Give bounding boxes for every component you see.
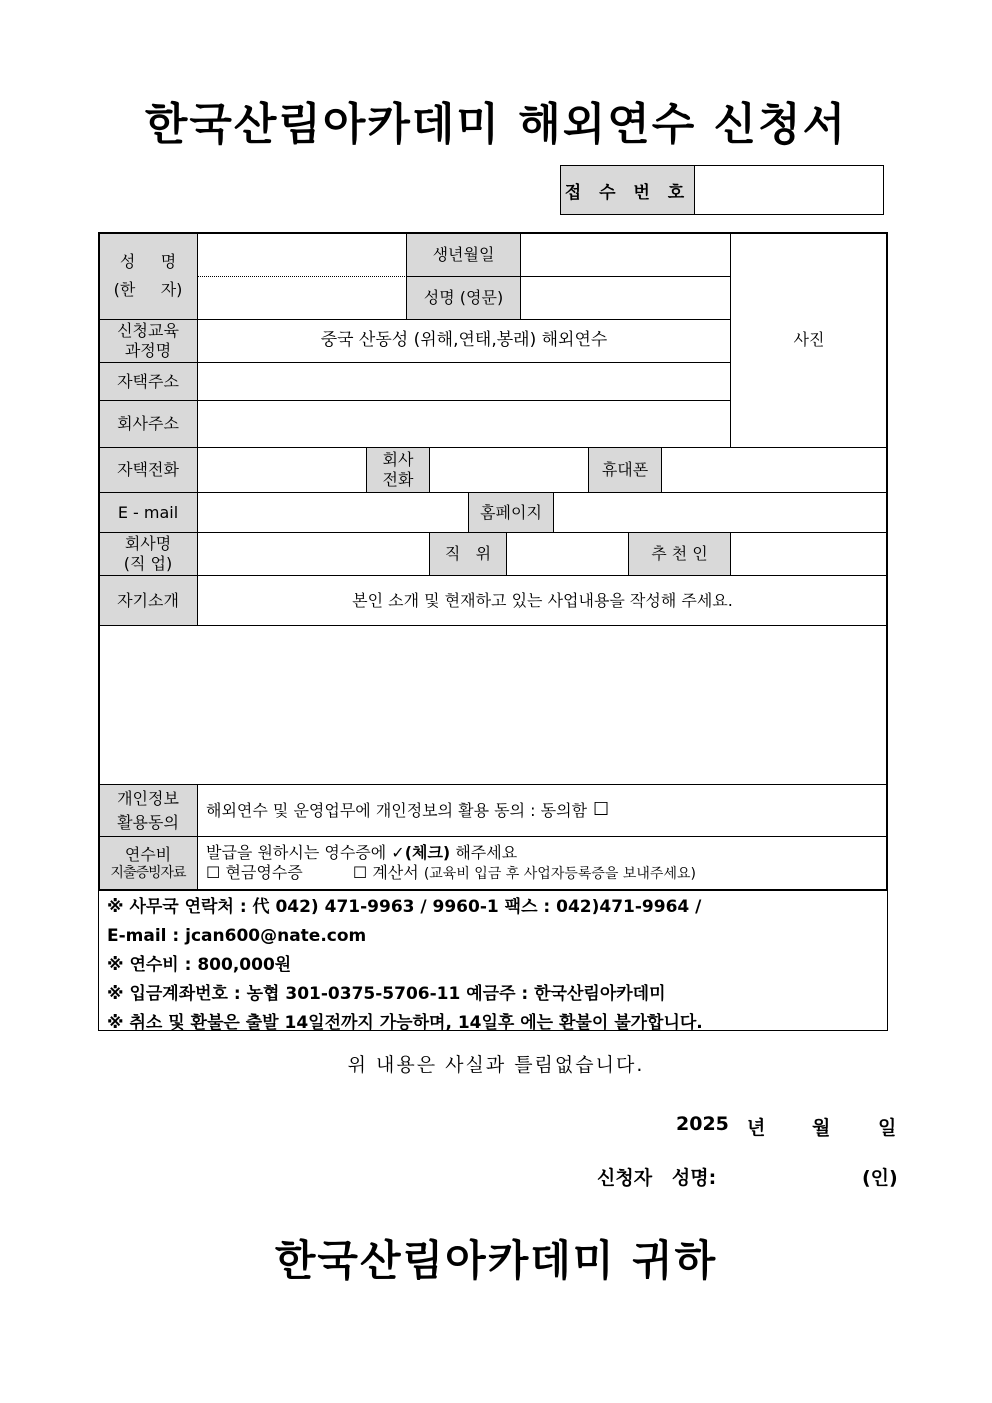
company-phone-label-line2: 전화: [382, 470, 414, 489]
email-field[interactable]: [197, 492, 469, 533]
course-field[interactable]: 중국 산동성 (위해,연태,봉래) 해외연수: [197, 319, 731, 363]
homepage-label: 홈페이지: [468, 492, 554, 533]
mobile-field[interactable]: [661, 447, 888, 493]
company-phone-label-line1: 회사: [382, 450, 414, 469]
note-email: E-mail : jcan600@nate.com: [107, 926, 367, 946]
document-title: 한국산림아카데미 해외연수 신청서: [144, 99, 848, 150]
birth-label: 생년월일: [406, 232, 521, 277]
note-fee: ※ 연수비 : 800,000원: [107, 955, 292, 975]
home-phone-label: 자택전화: [98, 447, 198, 493]
name-label-line2: (한 자): [113, 280, 183, 299]
privacy-consent-text: 해외연수 및 운영업무에 개인정보의 활용 동의 : 동의함: [206, 800, 588, 820]
privacy-consent-checkbox[interactable]: ☐: [593, 799, 610, 821]
name-label-line1: 성 명: [119, 252, 177, 271]
date-day-unit: 일: [878, 1117, 897, 1139]
cash-receipt-label: 현금영수증: [225, 863, 303, 883]
course-label: [98, 319, 198, 363]
fee-evidence-instruction: [206, 843, 517, 863]
name-en-field[interactable]: [520, 276, 731, 320]
name-label: [98, 232, 198, 320]
self-intro-label: 자기소개: [98, 575, 198, 626]
home-phone-field[interactable]: [197, 447, 367, 493]
date-year: 2025: [676, 1113, 729, 1135]
fee-evidence-label-line2: 지출증빙자료: [110, 864, 186, 881]
receipt-number-box: [560, 165, 884, 215]
recommender-field[interactable]: [730, 532, 888, 576]
date-month-unit: 월: [812, 1117, 831, 1139]
fee-evidence-options: [206, 863, 696, 884]
company-name-field[interactable]: [197, 532, 430, 576]
privacy-label-line2: 활용동의: [117, 812, 179, 832]
fee-evidence-label: [98, 836, 198, 891]
homepage-field[interactable]: [553, 492, 888, 533]
photo-box[interactable]: [730, 232, 888, 448]
name-en-label: 성명 (영문): [406, 276, 521, 320]
company-address-field[interactable]: [197, 400, 731, 448]
photo-label: 사진: [793, 330, 825, 349]
applicant-signature-label: 신청자 성명:: [597, 1167, 717, 1189]
fee-instruction-suffix: 해주세요: [455, 843, 518, 863]
company-name-label: [98, 532, 198, 576]
fee-evidence-label-line1: 연수비: [124, 844, 172, 864]
declaration-text: 위 내용은 사실과 틀림없습니다.: [347, 1054, 645, 1076]
notes-box: [98, 890, 888, 1031]
self-intro-textarea[interactable]: [98, 625, 888, 785]
privacy-consent-row: [197, 784, 888, 837]
recommender-label: 추 천 인: [628, 532, 731, 576]
company-address-label: 회사주소: [98, 400, 198, 448]
privacy-label-line1: 개인정보: [117, 788, 179, 808]
fee-instruction-prefix: 발급을 원하시는 영수증에: [206, 843, 387, 863]
company-name-label-line2: (직 업): [123, 554, 173, 573]
addressee-footer: 한국산림아카데미 귀하: [274, 1236, 718, 1285]
position-field[interactable]: [506, 532, 629, 576]
company-name-label-line1: 회사명: [124, 534, 172, 553]
name-korean-field[interactable]: [197, 232, 407, 277]
fee-evidence-row: [197, 836, 888, 891]
home-address-label: 자택주소: [98, 362, 198, 401]
mobile-label: 휴대폰: [588, 447, 662, 493]
course-label-line1: 신청교육: [117, 321, 179, 340]
privacy-label: [98, 784, 198, 837]
birth-field[interactable]: [520, 232, 731, 277]
note-contact: ※ 사무국 연락처 : 代 042) 471-9963 / 9960-1 팩스 : 042)471-9964 /: [107, 897, 702, 917]
check-mark-label: ✓(체크): [391, 843, 451, 863]
email-label: E - mail: [98, 492, 198, 533]
invoice-note: (교육비 입금 후 사업자등록증을 보내주세요): [423, 866, 696, 883]
name-hanja-field[interactable]: [197, 276, 407, 320]
position-label: 직 위: [429, 532, 507, 576]
invoice-checkbox[interactable]: ☐: [352, 863, 368, 883]
receipt-number-label: 접 수 번 호: [561, 166, 695, 214]
seal-mark: (인): [862, 1167, 898, 1189]
home-address-field[interactable]: [197, 362, 731, 401]
note-bank-account: ※ 입금계좌번호 : 농협 301-0375-5706-11 예금주 : 한국산림아카데미: [107, 984, 666, 1004]
receipt-number-field[interactable]: [695, 166, 883, 214]
company-phone-field[interactable]: [429, 447, 589, 493]
date-year-unit: 년: [747, 1117, 766, 1139]
course-label-line2: 과정명: [124, 341, 172, 360]
cash-receipt-checkbox[interactable]: ☐: [206, 863, 221, 883]
self-intro-hint: 본인 소개 및 현재하고 있는 사업내용을 작성해 주세요.: [197, 575, 888, 626]
invoice-label: 계산서: [372, 863, 419, 883]
company-phone-label: [366, 447, 430, 493]
note-refund-policy: ※ 취소 및 환불은 출발 14일전까지 가능하며, 14일후 에는 환불이 불가합니다.: [107, 1013, 703, 1033]
